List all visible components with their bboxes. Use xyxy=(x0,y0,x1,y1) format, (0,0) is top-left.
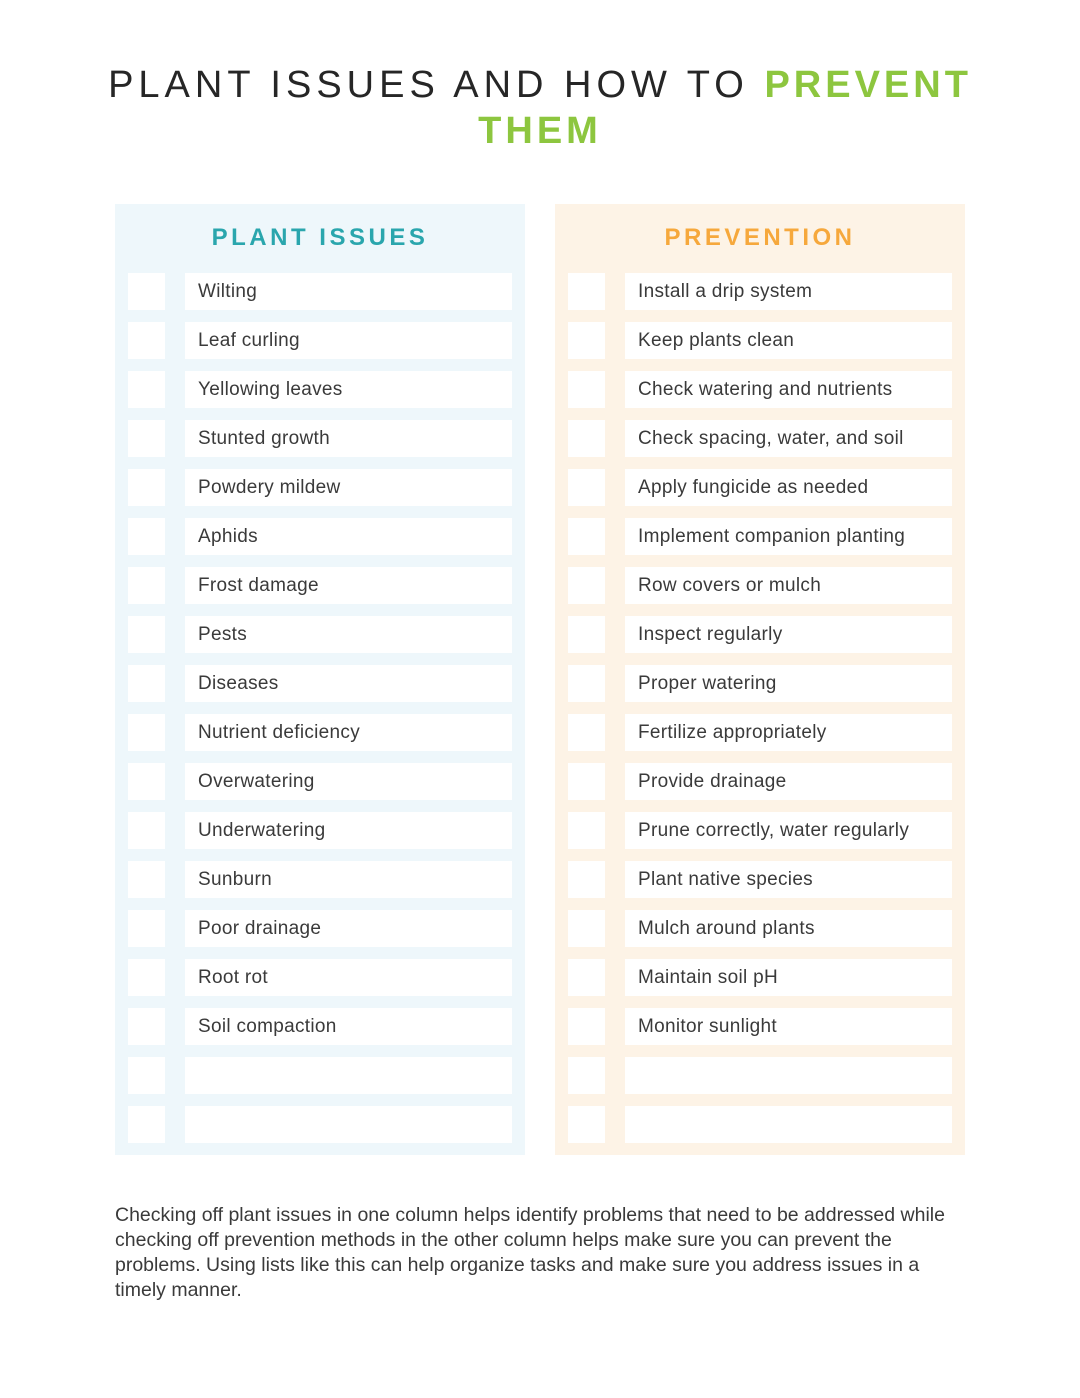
item-label: Poor drainage xyxy=(185,910,512,947)
item-label: Monitor sunlight xyxy=(625,1008,952,1045)
checkbox[interactable] xyxy=(128,273,165,310)
item-label: Stunted growth xyxy=(185,420,512,457)
item-label: Inspect regularly xyxy=(625,616,952,653)
checklist-row xyxy=(128,518,512,555)
checklist-row xyxy=(568,812,952,849)
checklist-row xyxy=(568,714,952,751)
item-label: Wilting xyxy=(185,273,512,310)
checklist-row xyxy=(128,910,512,947)
item-label xyxy=(185,1106,512,1143)
page-title xyxy=(0,62,1080,154)
checkbox[interactable] xyxy=(128,1057,165,1094)
checklist-row xyxy=(128,665,512,702)
plant-issues-list xyxy=(128,273,512,1143)
checkbox[interactable] xyxy=(568,567,605,604)
checklist-row xyxy=(568,469,952,506)
checklist-row xyxy=(128,959,512,996)
item-label: Overwatering xyxy=(185,763,512,800)
prevention-list xyxy=(568,273,952,1143)
checklist-row xyxy=(568,420,952,457)
item-label: Yellowing leaves xyxy=(185,371,512,408)
checkbox[interactable] xyxy=(568,812,605,849)
checkbox[interactable] xyxy=(128,420,165,457)
item-label: Nutrient deficiency xyxy=(185,714,512,751)
checkbox[interactable] xyxy=(568,616,605,653)
checkbox[interactable] xyxy=(568,469,605,506)
item-label: Provide drainage xyxy=(625,763,952,800)
item-label xyxy=(625,1057,952,1094)
checkbox[interactable] xyxy=(128,959,165,996)
title-highlight-prevent: PREVENT xyxy=(764,64,972,106)
checkbox[interactable] xyxy=(128,322,165,359)
item-label: Soil compaction xyxy=(185,1008,512,1045)
checklist-row xyxy=(128,812,512,849)
prevention-header: PREVENTION xyxy=(664,224,856,251)
item-label: Root rot xyxy=(185,959,512,996)
item-label: Check watering and nutrients xyxy=(625,371,952,408)
item-label: Underwatering xyxy=(185,812,512,849)
checkbox[interactable] xyxy=(568,959,605,996)
item-label: Proper watering xyxy=(625,665,952,702)
checklist-row xyxy=(128,420,512,457)
item-label: Frost damage xyxy=(185,567,512,604)
item-label: Pests xyxy=(185,616,512,653)
prevention-panel xyxy=(555,204,965,1155)
checkbox[interactable] xyxy=(568,420,605,457)
checkbox[interactable] xyxy=(128,812,165,849)
checklist-row xyxy=(568,518,952,555)
checkbox[interactable] xyxy=(568,910,605,947)
checkbox[interactable] xyxy=(568,714,605,751)
checkbox[interactable] xyxy=(128,665,165,702)
item-label: Diseases xyxy=(185,665,512,702)
checklist-row xyxy=(128,371,512,408)
checkbox[interactable] xyxy=(128,910,165,947)
item-label: Maintain soil pH xyxy=(625,959,952,996)
item-label: Leaf curling xyxy=(185,322,512,359)
plant-issues-header: PLANT ISSUES xyxy=(211,224,429,251)
checkbox[interactable] xyxy=(568,1008,605,1045)
checklist-row xyxy=(568,567,952,604)
checklist-row xyxy=(568,665,952,702)
checkbox[interactable] xyxy=(128,714,165,751)
item-label: Mulch around plants xyxy=(625,910,952,947)
checkbox[interactable] xyxy=(128,518,165,555)
item-label xyxy=(185,1057,512,1094)
checkbox[interactable] xyxy=(568,1057,605,1094)
checklist-row xyxy=(568,322,952,359)
checklist-columns xyxy=(115,204,965,1155)
checkbox[interactable] xyxy=(568,371,605,408)
checkbox[interactable] xyxy=(128,763,165,800)
item-label: Fertilize appropriately xyxy=(625,714,952,751)
checklist-row xyxy=(128,322,512,359)
item-label: Sunburn xyxy=(185,861,512,898)
checklist-row xyxy=(568,616,952,653)
item-label: Apply fungicide as needed xyxy=(625,469,952,506)
checklist-row xyxy=(128,1057,512,1094)
checklist-row xyxy=(128,469,512,506)
checklist-row xyxy=(128,1008,512,1045)
checkbox[interactable] xyxy=(568,322,605,359)
checkbox[interactable] xyxy=(568,665,605,702)
item-label: Row covers or mulch xyxy=(625,567,952,604)
checklist-row xyxy=(128,567,512,604)
item-label xyxy=(625,1106,952,1143)
footer-note: Checking off plant issues in one column helps identify problems that need to be addressed while checking off prevention methods in the other column helps make sure you can prevent the problems. Using lists like this can help organize tasks and make sure you address issues in a timely manner. xyxy=(115,1204,945,1301)
checkbox[interactable] xyxy=(568,1106,605,1143)
checkbox[interactable] xyxy=(128,567,165,604)
checklist-row xyxy=(568,1008,952,1045)
checklist-row xyxy=(568,273,952,310)
checklist-row xyxy=(128,1106,512,1143)
checklist-row xyxy=(128,616,512,653)
checkbox[interactable] xyxy=(568,861,605,898)
checkbox[interactable] xyxy=(568,273,605,310)
checklist-row xyxy=(568,910,952,947)
item-label: Plant native species xyxy=(625,861,952,898)
checkbox[interactable] xyxy=(128,371,165,408)
title-line-2 xyxy=(0,108,1080,154)
title-line-1 xyxy=(0,62,1080,108)
item-label: Keep plants clean xyxy=(625,322,952,359)
checklist-row xyxy=(128,714,512,751)
title-text: PLANT ISSUES AND HOW TO xyxy=(108,64,749,106)
item-label: Powdery mildew xyxy=(185,469,512,506)
checklist-row xyxy=(128,763,512,800)
item-label: Prune correctly, water regularly xyxy=(625,812,952,849)
checklist-row xyxy=(568,371,952,408)
checklist-row xyxy=(568,1106,952,1143)
title-highlight-them: THEM xyxy=(478,110,602,152)
checklist-row xyxy=(128,861,512,898)
checkbox[interactable] xyxy=(128,1008,165,1045)
checkbox[interactable] xyxy=(128,1106,165,1143)
item-label: Aphids xyxy=(185,518,512,555)
checklist-row xyxy=(568,959,952,996)
checklist-row xyxy=(128,273,512,310)
checklist-row xyxy=(568,763,952,800)
item-label: Implement companion planting xyxy=(625,518,952,555)
checkbox[interactable] xyxy=(128,861,165,898)
checkbox[interactable] xyxy=(128,616,165,653)
plant-issues-panel xyxy=(115,204,525,1155)
checklist-row xyxy=(568,1057,952,1094)
item-label: Install a drip system xyxy=(625,273,952,310)
checkbox[interactable] xyxy=(568,763,605,800)
checklist-row xyxy=(568,861,952,898)
item-label: Check spacing, water, and soil xyxy=(625,420,952,457)
checkbox[interactable] xyxy=(128,469,165,506)
checkbox[interactable] xyxy=(568,518,605,555)
